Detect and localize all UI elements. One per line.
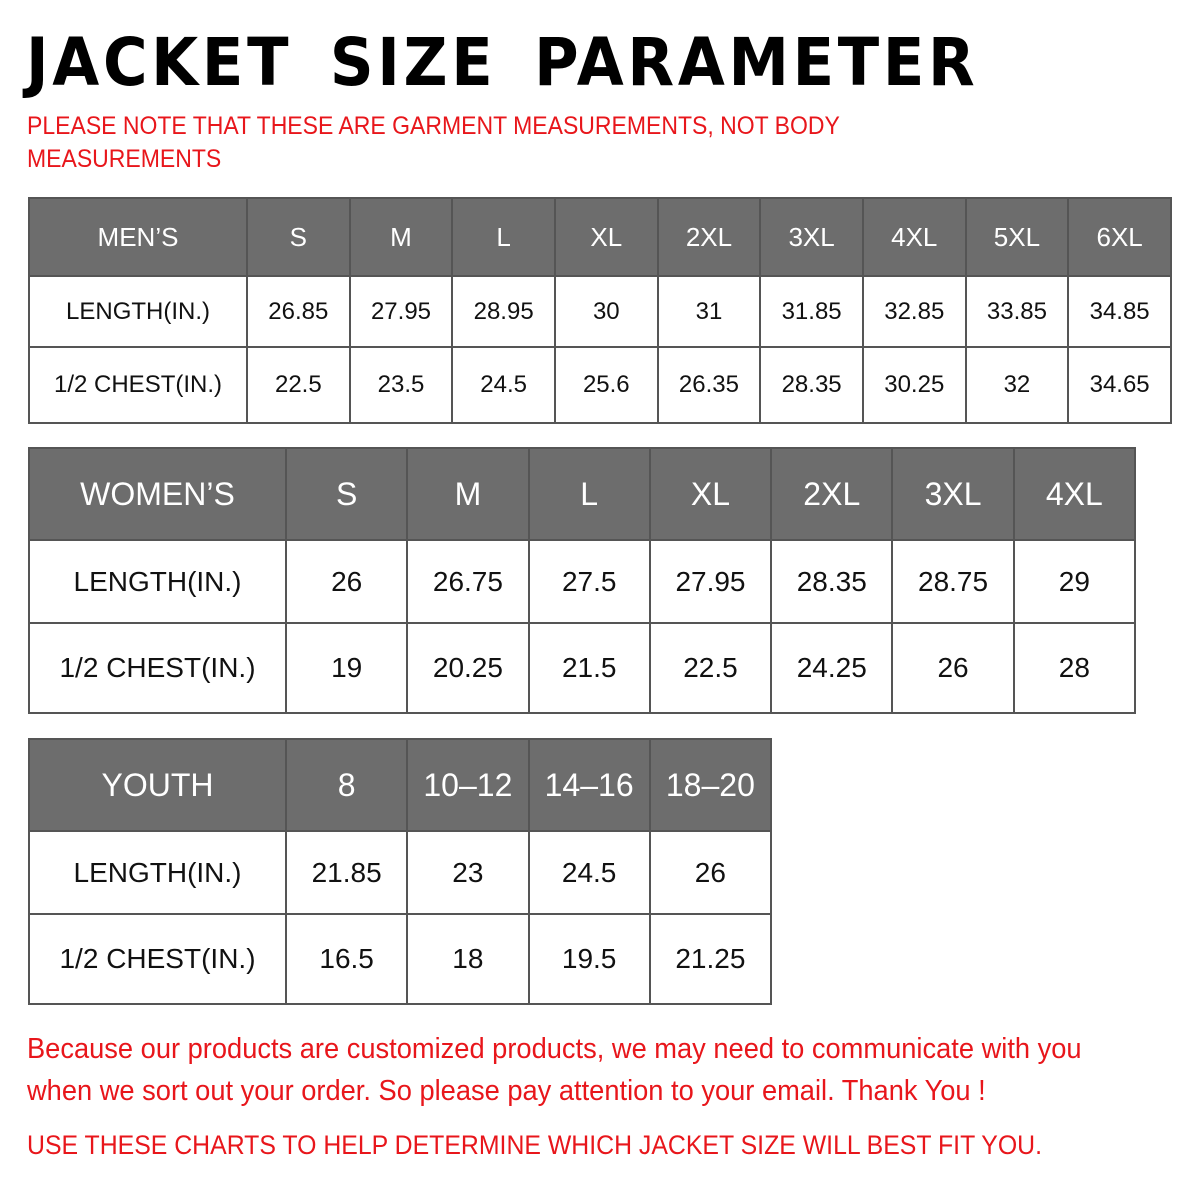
size-header: 2XL [771,448,892,540]
table-row [29,347,1171,423]
row-label: 1/2 CHEST(IN.) [29,347,247,423]
measurement-cell: 22.5 [650,623,771,713]
header-row [29,198,1171,276]
measurement-cell: 19 [286,623,407,713]
measurement-cell: 18 [407,914,528,1004]
measurement-cell: 26 [286,540,407,623]
measurement-cell: 24.5 [529,831,650,914]
measurement-cell: 31 [658,276,761,347]
measurement-cell: 19.5 [529,914,650,1004]
header-row [29,448,1135,540]
measurement-cell: 30.25 [863,347,966,423]
row-label: LENGTH(IN.) [29,276,247,347]
measurement-cell: 29 [1014,540,1135,623]
row-label: LENGTH(IN.) [29,540,286,623]
size-header: 4XL [1014,448,1135,540]
measurement-cell: 27.5 [529,540,650,623]
measurement-cell: 28.35 [760,347,863,423]
measurement-cell: 25.6 [555,347,658,423]
row-label: 1/2 CHEST(IN.) [29,623,286,713]
size-header: 3XL [760,198,863,276]
size-header: M [350,198,453,276]
measurement-cell: 27.95 [650,540,771,623]
size-header: M [407,448,528,540]
measurement-cell: 23.5 [350,347,453,423]
measurement-cell: 23 [407,831,528,914]
measurement-cell: 33.85 [966,276,1069,347]
table-row [29,914,771,1004]
size-header: XL [555,198,658,276]
measurement-cell: 32.85 [863,276,966,347]
table-row [29,623,1135,713]
page-title: JACKET SIZE PARAMETER [26,24,979,101]
measurement-cell: 24.5 [452,347,555,423]
size-header: XL [650,448,771,540]
measurement-cell: 24.25 [771,623,892,713]
category-label: YOUTH [29,739,286,831]
measurement-cell: 26.85 [247,276,350,347]
size-header: 6XL [1068,198,1171,276]
measurement-cell: 26 [892,623,1013,713]
size-header: L [452,198,555,276]
measurement-cell: 34.85 [1068,276,1171,347]
size-advice: USE THESE CHARTS TO HELP DETERMINE WHICH JACKET SIZE WILL BEST FIT YOU. [27,1130,1042,1160]
category-label: MEN’S [29,198,247,276]
measurement-cell: 28.75 [892,540,1013,623]
measurement-cell: 16.5 [286,914,407,1004]
measurement-cell: 21.5 [529,623,650,713]
table-row [29,831,771,914]
measurement-cell: 26.75 [407,540,528,623]
category-label: WOMEN’S [29,448,286,540]
measurement-cell: 27.95 [350,276,453,347]
measurement-cell: 26 [650,831,771,914]
size-header: 4XL [863,198,966,276]
measurement-cell: 31.85 [760,276,863,347]
size-header: 18–20 [650,739,771,831]
womens-size-table [28,447,1136,714]
measurement-cell: 32 [966,347,1069,423]
measurement-cell: 21.25 [650,914,771,1004]
size-header: S [247,198,350,276]
customization-message: Because our products are customized products, we may need to communicate with you when we sort out your order. So please pay attention to your email. Thank You ! [27,1033,1082,1107]
header-row [29,739,771,831]
measurement-cell: 30 [555,276,658,347]
measurement-cell: 21.85 [286,831,407,914]
row-label: 1/2 CHEST(IN.) [29,914,286,1004]
measurement-cell: 28.35 [771,540,892,623]
measurement-note: PLEASE NOTE THAT THESE ARE GARMENT MEASUREMENTS, NOT BODY MEASUREMENTS [27,112,840,173]
measurement-cell: 22.5 [247,347,350,423]
size-header: 5XL [966,198,1069,276]
table-row [29,276,1171,347]
table-row [29,540,1135,623]
measurement-cell: 34.65 [1068,347,1171,423]
size-header: 2XL [658,198,761,276]
measurement-cell: 28 [1014,623,1135,713]
measurement-cell: 20.25 [407,623,528,713]
size-header: L [529,448,650,540]
size-header: 8 [286,739,407,831]
size-header: S [286,448,407,540]
row-label: LENGTH(IN.) [29,831,286,914]
measurement-cell: 28.95 [452,276,555,347]
mens-size-table [28,197,1172,424]
size-header: 10–12 [407,739,528,831]
size-header: 3XL [892,448,1013,540]
youth-size-table [28,738,772,1005]
size-header: 14–16 [529,739,650,831]
measurement-cell: 26.35 [658,347,761,423]
